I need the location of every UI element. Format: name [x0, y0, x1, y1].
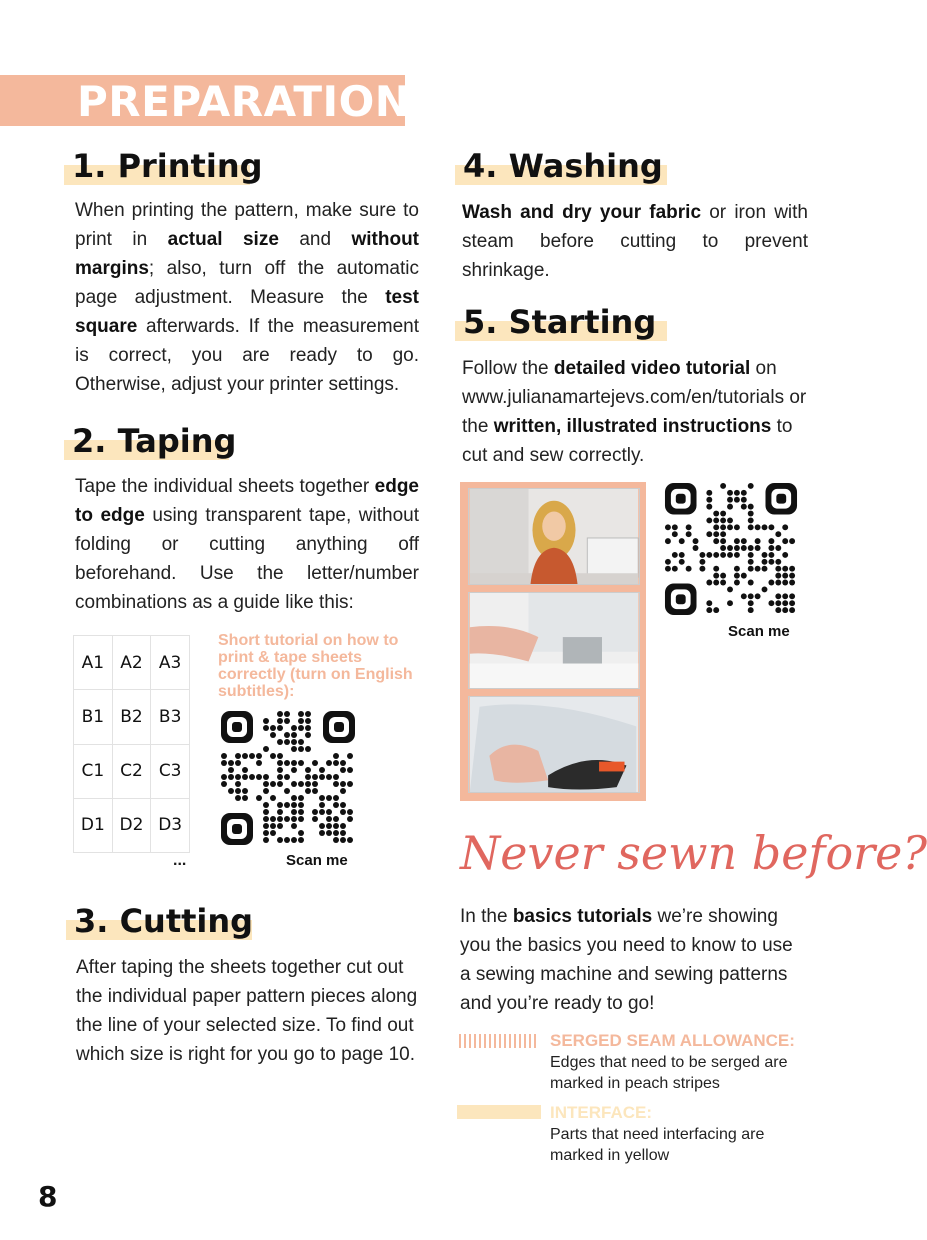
serged-text: Edges that need to be serged are marked in peach stripes: [550, 1054, 788, 1092]
scan-me-label: Scan me: [286, 852, 348, 869]
ironing-photo: [468, 696, 640, 793]
grid-cell: B1: [74, 690, 113, 744]
grid-cell: A2: [112, 636, 151, 690]
cutting-paragraph: After taping the sheets together cut out the individual paper pattern pieces along the line of your selected size. To find out which size is right for you go to page 10.: [76, 957, 418, 1065]
scan-me-label: Scan me: [728, 623, 790, 640]
interface-title: INTERFACE:: [550, 1103, 652, 1122]
washing-paragraph: Wash and dry your fabric or iron with steam before cutting to prevent shrinkage.: [462, 202, 808, 281]
basics-paragraph: In the basics tutorials we’re showing you the basics you need to know to use a sewing machine and sewing patterns and you’re ready to go!: [460, 906, 793, 1014]
printing-paragraph: When printing the pattern, make sure to print in actual size and without margins; also, turn off the automatic page adjustment. Measure the test square afterwards. If the measurement is correct, you are ready to go. Otherwise, adjust your printer settings.: [75, 200, 419, 395]
grid-cell: D2: [112, 798, 151, 852]
grid-cell: A3: [151, 636, 190, 690]
heading-cutting: 3. Cutting: [74, 902, 254, 940]
interface-swatch: [457, 1105, 541, 1119]
grid-cell: C3: [151, 744, 190, 798]
grid-cell: B3: [151, 690, 190, 744]
video-thumbnail-photo[interactable]: [468, 488, 640, 585]
taping-paragraph: Tape the individual sheets together edge to edge using transparent tape, without folding or cutting anything off beforehand. Use the letter/number combinations as a guide like this:: [75, 476, 419, 613]
heading-printing: 1. Printing: [72, 147, 263, 185]
heading-washing: 4. Washing: [463, 147, 663, 185]
qr-code-right[interactable]: [663, 481, 799, 617]
sewing-photo: [468, 592, 640, 689]
grid-cell: B2: [112, 690, 151, 744]
serged-stripe-swatch: [459, 1034, 539, 1048]
grid-cell: D1: [74, 798, 113, 852]
grid-cell: A1: [74, 636, 113, 690]
grid-cell: D3: [151, 798, 190, 852]
starting-paragraph: Follow the detailed video tutorial on www.julianamartejevs.com/en/tutorials or the written, illustrated instructions to cut and sew correctly.: [462, 358, 807, 466]
tutorial-note: Short tutorial on how to print & tape sheets correctly (turn on English subtitles):: [218, 632, 413, 700]
sheet-grid: [73, 635, 190, 853]
grid-cell: C2: [112, 744, 151, 798]
heading-starting: 5. Starting: [463, 303, 657, 341]
interface-text: Parts that need interfacing are marked in yellow: [550, 1126, 765, 1164]
grid-cell: C1: [74, 744, 113, 798]
grid-ellipsis: ...: [173, 852, 187, 869]
page-title: PREPARATION: [77, 77, 411, 126]
page-number: 8: [38, 1180, 58, 1213]
qr-code-left[interactable]: [219, 709, 357, 847]
serged-title: SERGED SEAM ALLOWANCE:: [550, 1031, 795, 1050]
never-sewn-script: Never sewn before?: [460, 826, 927, 880]
heading-taping: 2. Taping: [72, 422, 237, 460]
